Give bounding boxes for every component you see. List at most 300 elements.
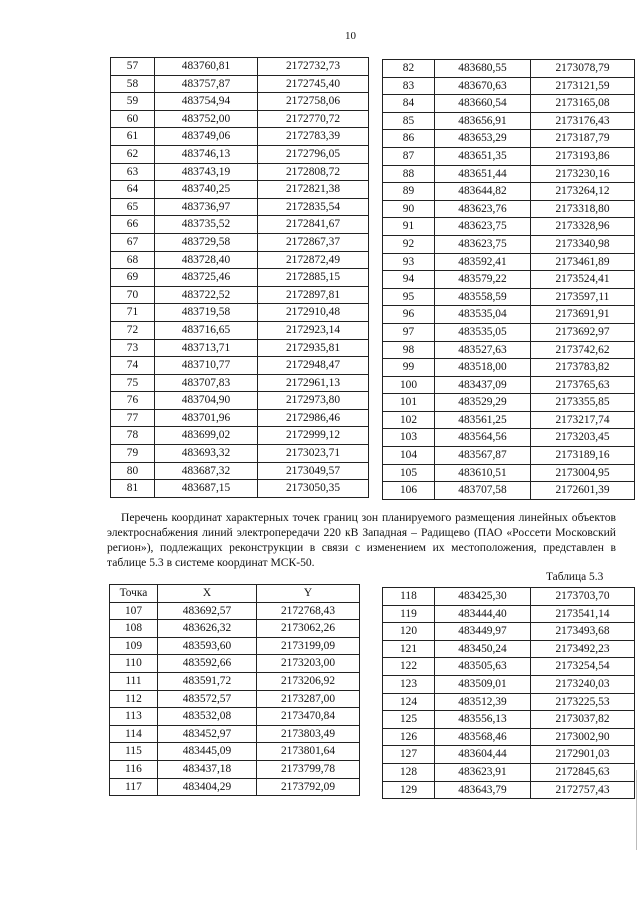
y-coordinate: 2172867,37 — [258, 233, 369, 251]
table-row — [111, 110, 369, 128]
y-coordinate: 2173597,11 — [531, 288, 635, 306]
x-coordinate: 483693,32 — [155, 445, 258, 463]
point-number: 109 — [110, 637, 158, 655]
x-coordinate: 483623,76 — [435, 200, 531, 218]
y-coordinate: 2173783,82 — [531, 359, 635, 377]
x-coordinate: 483604,44 — [435, 746, 531, 764]
y-coordinate: 2173799,78 — [257, 760, 360, 778]
point-number: 79 — [111, 445, 155, 463]
description-paragraph: Перечень координат характерных точек границ зон планируемого размещения линейных объектов электроснабжения линий электропередачи 220 кВ Западная – Радищево (ПАО «Россети Московский регион»), подлежащих реконструкции в связи с изменением их местоположения, представлен в таблице 5.3 в системе координат МСК-50. — [107, 511, 616, 569]
point-number: 97 — [383, 323, 435, 341]
x-coordinate: 483579,22 — [435, 271, 531, 289]
x-coordinate: 483404,29 — [158, 778, 257, 796]
y-coordinate: 2172808,72 — [258, 163, 369, 181]
y-coordinate: 2172758,06 — [258, 93, 369, 111]
point-number: 91 — [383, 218, 435, 236]
table-row — [383, 306, 635, 324]
point-number: 66 — [111, 216, 155, 234]
table-row — [383, 200, 635, 218]
table-row — [110, 690, 360, 708]
x-coordinate: 483710,77 — [155, 357, 258, 375]
y-coordinate: 2173217,74 — [531, 411, 635, 429]
point-number: 107 — [110, 602, 158, 620]
table-row — [383, 95, 635, 113]
table-row — [111, 339, 369, 357]
x-coordinate: 483713,71 — [155, 339, 258, 357]
point-number: 120 — [383, 623, 435, 641]
x-coordinate: 483687,32 — [155, 462, 258, 480]
point-number: 125 — [383, 711, 435, 729]
y-coordinate: 2173470,84 — [257, 708, 360, 726]
x-coordinate: 483564,56 — [435, 429, 531, 447]
table-row — [383, 447, 635, 465]
x-coordinate: 483518,00 — [435, 359, 531, 377]
x-coordinate: 483558,59 — [435, 288, 531, 306]
y-coordinate: 2172757,43 — [531, 781, 635, 799]
point-number: 74 — [111, 357, 155, 375]
point-number: 116 — [110, 760, 158, 778]
y-coordinate: 2173691,91 — [531, 306, 635, 324]
point-number: 127 — [383, 746, 435, 764]
y-coordinate: 2173004,95 — [531, 464, 635, 482]
table-row — [111, 462, 369, 480]
table-row — [110, 708, 360, 726]
table-row — [383, 464, 635, 482]
y-coordinate: 2173492,23 — [531, 640, 635, 658]
point-number: 89 — [383, 183, 435, 201]
y-coordinate: 2173206,92 — [257, 672, 360, 690]
point-number: 64 — [111, 181, 155, 199]
table-row — [111, 145, 369, 163]
point-number: 94 — [383, 271, 435, 289]
point-number: 65 — [111, 198, 155, 216]
y-coordinate: 2173703,70 — [531, 588, 635, 606]
x-coordinate: 483687,15 — [155, 480, 258, 498]
x-coordinate: 483722,52 — [155, 286, 258, 304]
coordinates-table-top-left — [110, 57, 369, 498]
table-row — [383, 130, 635, 148]
x-coordinate: 483626,32 — [158, 620, 257, 638]
y-coordinate: 2173765,63 — [531, 376, 635, 394]
x-coordinate: 483591,72 — [158, 672, 257, 690]
point-number: 95 — [383, 288, 435, 306]
y-coordinate: 2173050,35 — [258, 480, 369, 498]
x-coordinate: 483716,65 — [155, 321, 258, 339]
point-number: 102 — [383, 411, 435, 429]
y-coordinate: 2172923,14 — [258, 321, 369, 339]
x-coordinate: 483512,39 — [435, 693, 531, 711]
table-row — [111, 445, 369, 463]
table-row — [383, 411, 635, 429]
y-coordinate: 2172845,63 — [531, 763, 635, 781]
table-row — [383, 658, 635, 676]
x-coordinate: 483699,02 — [155, 427, 258, 445]
point-number: 100 — [383, 376, 435, 394]
y-coordinate: 2172901,03 — [531, 746, 635, 764]
table-row — [383, 763, 635, 781]
point-number: 82 — [383, 60, 435, 78]
x-coordinate: 483623,91 — [435, 763, 531, 781]
table-row — [111, 427, 369, 445]
point-number: 121 — [383, 640, 435, 658]
table-caption: Таблица 5.3 — [546, 571, 604, 583]
point-number: 72 — [111, 321, 155, 339]
point-number: 128 — [383, 763, 435, 781]
table-row — [110, 778, 360, 796]
point-number: 69 — [111, 269, 155, 287]
y-coordinate: 2173062,26 — [257, 620, 360, 638]
point-number: 70 — [111, 286, 155, 304]
x-coordinate: 483746,13 — [155, 145, 258, 163]
y-coordinate: 2172986,46 — [258, 409, 369, 427]
y-coordinate: 2172770,72 — [258, 110, 369, 128]
point-number: 111 — [110, 672, 158, 690]
x-coordinate: 483425,30 — [435, 588, 531, 606]
x-coordinate: 483752,00 — [155, 110, 258, 128]
x-coordinate: 483444,40 — [435, 605, 531, 623]
y-coordinate: 2172948,47 — [258, 357, 369, 375]
table-row — [111, 128, 369, 146]
point-number: 129 — [383, 781, 435, 799]
point-number: 84 — [383, 95, 435, 113]
y-coordinate: 2173037,82 — [531, 711, 635, 729]
x-coordinate: 483449,97 — [435, 623, 531, 641]
table-row — [383, 605, 635, 623]
x-coordinate: 483505,63 — [435, 658, 531, 676]
y-coordinate: 2173355,85 — [531, 394, 635, 412]
point-number: 71 — [111, 304, 155, 322]
x-coordinate: 483437,18 — [158, 760, 257, 778]
y-coordinate: 2172821,38 — [258, 181, 369, 199]
table-row — [111, 374, 369, 392]
table-row — [383, 271, 635, 289]
x-coordinate: 483729,58 — [155, 233, 258, 251]
x-coordinate: 483735,52 — [155, 216, 258, 234]
point-number: 110 — [110, 655, 158, 673]
point-number: 108 — [110, 620, 158, 638]
table-row — [111, 286, 369, 304]
x-coordinate: 483728,40 — [155, 251, 258, 269]
x-coordinate: 483568,46 — [435, 728, 531, 746]
table-row — [383, 588, 635, 606]
table-row — [110, 725, 360, 743]
x-coordinate: 483445,09 — [158, 743, 257, 761]
x-coordinate: 483707,83 — [155, 374, 258, 392]
point-number: 75 — [111, 374, 155, 392]
x-coordinate: 483670,63 — [435, 77, 531, 95]
table-row — [383, 711, 635, 729]
x-coordinate: 483509,01 — [435, 675, 531, 693]
y-coordinate: 2173199,09 — [257, 637, 360, 655]
x-coordinate: 483535,05 — [435, 323, 531, 341]
table-row — [110, 655, 360, 673]
x-coordinate: 483529,29 — [435, 394, 531, 412]
y-coordinate: 2173742,62 — [531, 341, 635, 359]
point-number: 118 — [383, 588, 435, 606]
x-coordinate: 483567,87 — [435, 447, 531, 465]
table-row — [383, 77, 635, 95]
table-row — [383, 359, 635, 377]
point-number: 106 — [383, 482, 435, 500]
table-row — [111, 93, 369, 111]
x-coordinate: 483572,57 — [158, 690, 257, 708]
y-coordinate: 2173792,09 — [257, 778, 360, 796]
y-coordinate: 2172872,49 — [258, 251, 369, 269]
x-coordinate: 483653,29 — [435, 130, 531, 148]
table-row — [383, 394, 635, 412]
y-coordinate: 2173541,14 — [531, 605, 635, 623]
x-coordinate: 483656,91 — [435, 112, 531, 130]
y-coordinate: 2173023,71 — [258, 445, 369, 463]
y-coordinate: 2173203,00 — [257, 655, 360, 673]
x-coordinate: 483740,25 — [155, 181, 258, 199]
point-number: 86 — [383, 130, 435, 148]
y-coordinate: 2173203,45 — [531, 429, 635, 447]
table-row — [111, 304, 369, 322]
point-number: 83 — [383, 77, 435, 95]
point-number: 113 — [110, 708, 158, 726]
table-row — [383, 693, 635, 711]
table-row — [110, 637, 360, 655]
point-number: 62 — [111, 145, 155, 163]
point-number: 104 — [383, 447, 435, 465]
point-number: 103 — [383, 429, 435, 447]
point-number: 73 — [111, 339, 155, 357]
coordinates-table-top-right — [382, 59, 635, 500]
y-coordinate: 2173254,54 — [531, 658, 635, 676]
y-coordinate: 2173240,03 — [531, 675, 635, 693]
header-y: Y — [257, 585, 360, 603]
y-coordinate: 2173318,80 — [531, 200, 635, 218]
x-coordinate: 483743,19 — [155, 163, 258, 181]
table-row — [111, 58, 369, 76]
x-coordinate: 483437,09 — [435, 376, 531, 394]
table-row — [111, 251, 369, 269]
table-row — [111, 392, 369, 410]
point-number: 85 — [383, 112, 435, 130]
y-coordinate: 2172961,13 — [258, 374, 369, 392]
scan-edge-mark — [636, 770, 637, 850]
y-coordinate: 2172841,67 — [258, 216, 369, 234]
table-row — [111, 480, 369, 498]
y-coordinate: 2173002,90 — [531, 728, 635, 746]
table-row — [383, 147, 635, 165]
table-row — [383, 376, 635, 394]
table-row — [111, 181, 369, 199]
y-coordinate: 2173121,59 — [531, 77, 635, 95]
point-number: 80 — [111, 462, 155, 480]
coordinates-table-5-3-right — [382, 587, 635, 799]
point-number: 58 — [111, 75, 155, 93]
table-row — [383, 60, 635, 78]
table-row — [383, 235, 635, 253]
y-coordinate: 2173692,97 — [531, 323, 635, 341]
point-number: 117 — [110, 778, 158, 796]
point-number: 59 — [111, 93, 155, 111]
table-row — [111, 269, 369, 287]
point-number: 78 — [111, 427, 155, 445]
point-number: 68 — [111, 251, 155, 269]
table-row — [110, 602, 360, 620]
y-coordinate: 2173049,57 — [258, 462, 369, 480]
y-coordinate: 2172973,80 — [258, 392, 369, 410]
table-row — [110, 760, 360, 778]
y-coordinate: 2173187,79 — [531, 130, 635, 148]
x-coordinate: 483725,46 — [155, 269, 258, 287]
x-coordinate: 483532,08 — [158, 708, 257, 726]
x-coordinate: 483660,54 — [435, 95, 531, 113]
point-number: 67 — [111, 233, 155, 251]
x-coordinate: 483452,97 — [158, 725, 257, 743]
y-coordinate: 2172935,81 — [258, 339, 369, 357]
table-row — [383, 728, 635, 746]
x-coordinate: 483754,94 — [155, 93, 258, 111]
point-number: 63 — [111, 163, 155, 181]
y-coordinate: 2172885,15 — [258, 269, 369, 287]
point-number: 76 — [111, 392, 155, 410]
coordinates-table-5-3-left — [109, 584, 360, 796]
y-coordinate: 2172910,48 — [258, 304, 369, 322]
header-point: Точка — [110, 585, 158, 603]
point-number: 119 — [383, 605, 435, 623]
y-coordinate: 2173264,12 — [531, 183, 635, 201]
x-coordinate: 483527,63 — [435, 341, 531, 359]
table-row — [383, 183, 635, 201]
table-row — [383, 675, 635, 693]
table-row — [383, 623, 635, 641]
x-coordinate: 483701,96 — [155, 409, 258, 427]
y-coordinate: 2173340,98 — [531, 235, 635, 253]
point-number: 126 — [383, 728, 435, 746]
table-row — [111, 357, 369, 375]
table-row — [383, 341, 635, 359]
table-row — [111, 321, 369, 339]
x-coordinate: 483592,66 — [158, 655, 257, 673]
x-coordinate: 483593,60 — [158, 637, 257, 655]
y-coordinate: 2172768,43 — [257, 602, 360, 620]
x-coordinate: 483623,75 — [435, 218, 531, 236]
table-row — [383, 429, 635, 447]
point-number: 92 — [383, 235, 435, 253]
x-coordinate: 483561,25 — [435, 411, 531, 429]
x-coordinate: 483610,51 — [435, 464, 531, 482]
point-number: 57 — [111, 58, 155, 76]
table-row — [383, 323, 635, 341]
x-coordinate: 483704,90 — [155, 392, 258, 410]
y-coordinate: 2173189,16 — [531, 447, 635, 465]
x-coordinate: 483719,58 — [155, 304, 258, 322]
x-coordinate: 483450,24 — [435, 640, 531, 658]
x-coordinate: 483592,41 — [435, 253, 531, 271]
x-coordinate: 483623,75 — [435, 235, 531, 253]
point-number: 112 — [110, 690, 158, 708]
y-coordinate: 2172732,73 — [258, 58, 369, 76]
point-number: 77 — [111, 409, 155, 427]
table-row — [383, 253, 635, 271]
table-row — [383, 746, 635, 764]
x-coordinate: 483651,35 — [435, 147, 531, 165]
page-number: 10 — [345, 30, 356, 42]
y-coordinate: 2172897,81 — [258, 286, 369, 304]
y-coordinate: 2173230,16 — [531, 165, 635, 183]
header-x: X — [158, 585, 257, 603]
x-coordinate: 483692,57 — [158, 602, 257, 620]
point-number: 99 — [383, 359, 435, 377]
y-coordinate: 2173225,53 — [531, 693, 635, 711]
point-number: 98 — [383, 341, 435, 359]
y-coordinate: 2173493,68 — [531, 623, 635, 641]
table-row — [383, 781, 635, 799]
x-coordinate: 483680,55 — [435, 60, 531, 78]
table-row — [110, 743, 360, 761]
y-coordinate: 2173801,64 — [257, 743, 360, 761]
table-row — [111, 409, 369, 427]
y-coordinate: 2172601,39 — [531, 482, 635, 500]
table-row — [111, 75, 369, 93]
point-number: 101 — [383, 394, 435, 412]
y-coordinate: 2173176,43 — [531, 112, 635, 130]
point-number: 87 — [383, 147, 435, 165]
table-row — [111, 163, 369, 181]
point-number: 115 — [110, 743, 158, 761]
y-coordinate: 2173461,89 — [531, 253, 635, 271]
table-header-row — [110, 585, 360, 603]
table-row — [110, 620, 360, 638]
point-number: 93 — [383, 253, 435, 271]
y-coordinate: 2172999,12 — [258, 427, 369, 445]
point-number: 90 — [383, 200, 435, 218]
table-row — [111, 198, 369, 216]
point-number: 60 — [111, 110, 155, 128]
point-number: 123 — [383, 675, 435, 693]
y-coordinate: 2172835,54 — [258, 198, 369, 216]
y-coordinate: 2173524,41 — [531, 271, 635, 289]
table-row — [111, 233, 369, 251]
y-coordinate: 2173078,79 — [531, 60, 635, 78]
point-number: 124 — [383, 693, 435, 711]
point-number: 96 — [383, 306, 435, 324]
table-row — [383, 112, 635, 130]
table-row — [111, 216, 369, 234]
point-number: 61 — [111, 128, 155, 146]
x-coordinate: 483644,82 — [435, 183, 531, 201]
y-coordinate: 2172796,05 — [258, 145, 369, 163]
y-coordinate: 2172745,40 — [258, 75, 369, 93]
y-coordinate: 2173328,96 — [531, 218, 635, 236]
point-number: 88 — [383, 165, 435, 183]
x-coordinate: 483749,06 — [155, 128, 258, 146]
x-coordinate: 483757,87 — [155, 75, 258, 93]
x-coordinate: 483707,58 — [435, 482, 531, 500]
x-coordinate: 483651,44 — [435, 165, 531, 183]
x-coordinate: 483736,97 — [155, 198, 258, 216]
x-coordinate: 483760,81 — [155, 58, 258, 76]
table-row — [383, 482, 635, 500]
y-coordinate: 2172783,39 — [258, 128, 369, 146]
point-number: 81 — [111, 480, 155, 498]
table-row — [383, 165, 635, 183]
x-coordinate: 483535,04 — [435, 306, 531, 324]
table-row — [383, 288, 635, 306]
table-row — [383, 640, 635, 658]
table-row — [110, 672, 360, 690]
table-row — [383, 218, 635, 236]
x-coordinate: 483556,13 — [435, 711, 531, 729]
y-coordinate: 2173193,86 — [531, 147, 635, 165]
y-coordinate: 2173803,49 — [257, 725, 360, 743]
y-coordinate: 2173287,00 — [257, 690, 360, 708]
point-number: 114 — [110, 725, 158, 743]
